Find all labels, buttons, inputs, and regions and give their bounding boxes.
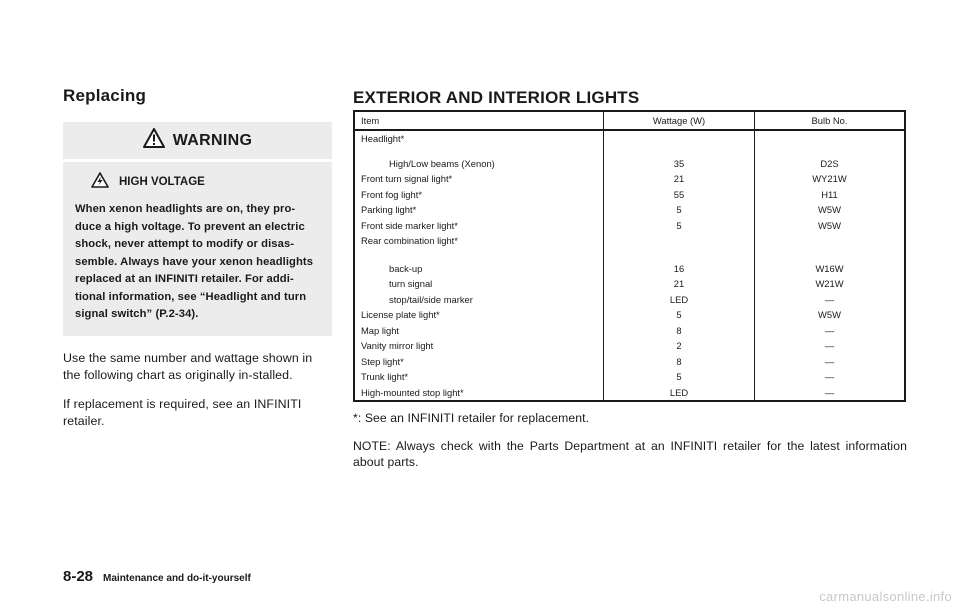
warning-title: WARNING: [172, 131, 253, 149]
table-row: [354, 218, 905, 234]
warning-text: When xenon headlights are on, they pro-duce a high voltage. To prevent an electric shock, never attempt to modify or disas-semble. Always have your xenon headlights replaced at an INFINITI retailer. For addi-tional information, see “Headlight and turn signal switch” (P.2-34).: [75, 203, 314, 320]
table-row: [354, 307, 905, 323]
parts-note: NOTE: Always check with the Parts Department at an INFINITI retailer for the latest information about parts.: [353, 439, 907, 470]
cell-item: turn signal: [389, 278, 433, 290]
table-footnote: *: See an INFINITI retailer for replacement.: [353, 411, 590, 425]
retailer-paragraph: If replacement is required, see an INFINITI retailer.: [63, 396, 302, 428]
cell-item: stop/tail/side marker: [389, 293, 473, 305]
table-header-row: [354, 111, 905, 130]
instruction-paragraph: Use the same number and wattage shown in the following chart as originally in-stalled.: [63, 350, 313, 382]
cell-wattage: 5: [604, 218, 755, 234]
cell-wattage: [604, 130, 755, 147]
cell-bulb: W5W: [755, 307, 906, 323]
cell-item: Vanity mirror light: [361, 340, 434, 352]
cell-bulb: H11: [755, 187, 906, 203]
high-voltage-row: [91, 171, 320, 193]
cell-wattage: 21: [604, 276, 755, 292]
cell-bulb: W16W: [755, 261, 906, 277]
table-row: [354, 292, 905, 308]
warning-header: [63, 122, 332, 159]
cell-item: High/Low beams (Xenon): [389, 157, 495, 169]
table-heading: EXTERIOR AND INTERIOR LIGHTS: [353, 88, 640, 107]
right-column: [353, 88, 907, 482]
cell-bulb: —: [755, 323, 906, 339]
warning-box: [63, 122, 332, 336]
cell-item: High-mounted stop light*: [361, 386, 464, 398]
table-row: [354, 156, 905, 172]
table-row: [354, 323, 905, 339]
cell-wattage: 8: [604, 354, 755, 370]
cell-item: Front fog light*: [361, 188, 422, 200]
cell-item: Front side marker light*: [361, 219, 458, 231]
row-spacer: [354, 147, 905, 156]
page-footer: [63, 568, 251, 585]
cell-wattage: LED: [604, 292, 755, 308]
cell-bulb: —: [755, 385, 906, 402]
cell-wattage: 8: [604, 323, 755, 339]
cell-item: Rear combination light*: [361, 235, 458, 247]
section-heading-replacing: Replacing: [63, 86, 147, 105]
header-wattage: Wattage (W): [604, 111, 755, 130]
cell-wattage: [604, 233, 755, 249]
high-voltage-title: HIGH VOLTAGE: [119, 176, 205, 188]
warning-body: [63, 162, 332, 336]
chapter-title: Maintenance and do-it-yourself: [103, 573, 251, 584]
cell-item: back-up: [389, 262, 423, 274]
cell-bulb: —: [755, 292, 906, 308]
cell-wattage: LED: [604, 385, 755, 402]
high-voltage-icon: [91, 172, 109, 193]
table-row: [354, 385, 905, 402]
table-row: [354, 276, 905, 292]
table-row: [354, 233, 905, 249]
warning-triangle-icon: [143, 128, 165, 153]
cell-wattage: 5: [604, 307, 755, 323]
cell-item: Map light: [361, 324, 400, 336]
cell-wattage: 5: [604, 369, 755, 385]
cell-bulb: W5W: [755, 218, 906, 234]
page-number: 8-28: [63, 568, 94, 585]
left-column: [63, 86, 333, 442]
lights-table: [353, 110, 906, 402]
table-row: [354, 261, 905, 277]
watermark: carmanualsonline.info: [819, 589, 952, 604]
cell-bulb: —: [755, 338, 906, 354]
cell-wattage: 2: [604, 338, 755, 354]
header-bulb: Bulb No.: [755, 111, 906, 130]
table-row: [354, 338, 905, 354]
header-item: Item: [354, 111, 604, 130]
cell-item: License plate light*: [361, 309, 440, 321]
cell-bulb: W5W: [755, 202, 906, 218]
table-row: [354, 130, 905, 147]
cell-wattage: 5: [604, 202, 755, 218]
cell-bulb: W21W: [755, 276, 906, 292]
row-spacer: [354, 249, 905, 261]
cell-bulb: D2S: [755, 156, 906, 172]
cell-wattage: 21: [604, 171, 755, 187]
cell-wattage: 35: [604, 156, 755, 172]
cell-item: Parking light*: [361, 204, 417, 216]
cell-item: Front turn signal light*: [361, 173, 453, 185]
cell-wattage: 55: [604, 187, 755, 203]
cell-wattage: 16: [604, 261, 755, 277]
cell-item: Step light*: [361, 355, 404, 367]
cell-item: Trunk light*: [361, 371, 409, 383]
cell-bulb: —: [755, 354, 906, 370]
table-row: [354, 369, 905, 385]
cell-bulb: [755, 233, 906, 249]
cell-bulb: [755, 130, 906, 147]
cell-bulb: WY21W: [755, 171, 906, 187]
cell-item: Headlight*: [361, 133, 405, 145]
cell-bulb: —: [755, 369, 906, 385]
table-row: [354, 187, 905, 203]
table-row: [354, 354, 905, 370]
table-row: [354, 202, 905, 218]
table-row: [354, 171, 905, 187]
